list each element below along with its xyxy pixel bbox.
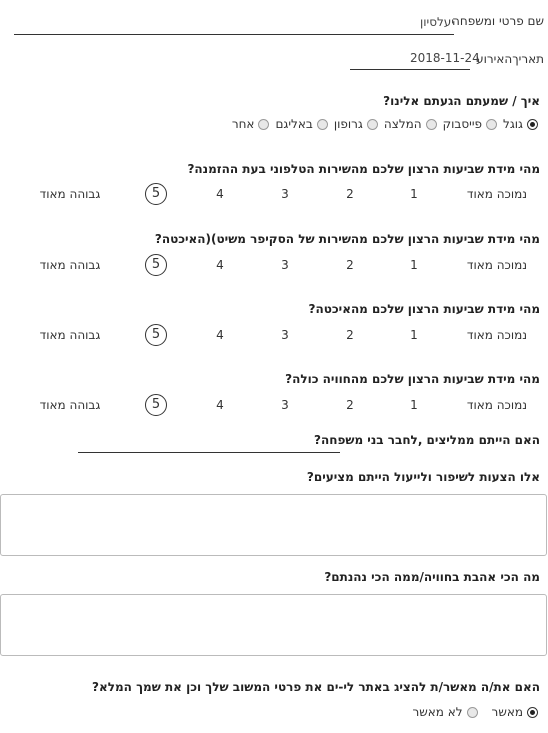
rating-question-skipper: מהי מידת שביעות הרצון שלכם מהשירות של הסקיפר משיט)(האיכטה? (154, 232, 540, 246)
scale-option-2[interactable]: 2 (346, 187, 354, 201)
rating-scale-experience (0, 393, 548, 417)
rating-question-experience: מהי מידת שביעות הרצון שלכם מהחוויה כולה? (285, 372, 540, 386)
loved-textarea[interactable] (0, 594, 547, 656)
scale-option-4[interactable]: 4 (216, 187, 224, 201)
name-label: שם פרטי ומשפחה (452, 14, 544, 28)
date-label: תאריךהאירוע (476, 52, 544, 66)
option-baligam[interactable]: באליגם (275, 117, 327, 131)
scale-high-label: גבוהה מאוד (39, 187, 101, 201)
option-facebook[interactable]: פייסבוק (443, 117, 497, 131)
radio-not-approve[interactable] (467, 707, 478, 718)
rating-question-yacht: מהי מידת שביעות הרצון שלכם מהאיכטה? (308, 302, 540, 316)
scale-option-2[interactable]: 2 (346, 258, 354, 272)
scale-option-1[interactable]: 1 (410, 258, 418, 272)
option-other[interactable]: אחר (232, 117, 270, 131)
date-value: 2018-11-24 (410, 51, 480, 65)
scale-high-label: גבוהה מאוד (39, 328, 101, 342)
recommend-label: האם הייתם ממליצים ,לחבר בני משפחה? (314, 433, 540, 447)
scale-option-1[interactable]: 1 (410, 398, 418, 412)
name-field[interactable] (14, 14, 454, 35)
radio-approve[interactable] (527, 707, 538, 718)
name-value: יעלסיון (419, 15, 454, 29)
option-approve[interactable]: מאשר (492, 705, 538, 719)
scale-option-2[interactable]: 2 (346, 328, 354, 342)
loved-label: מה הכי אהבת בחוויה/ממה הכי נהנתם? (324, 570, 540, 584)
scale-option-4[interactable]: 4 (216, 398, 224, 412)
radio-recommendation[interactable] (426, 119, 437, 130)
scale-option-5-selected[interactable]: 5 (145, 394, 167, 416)
date-field[interactable] (350, 50, 480, 70)
suggestions-label: אלו הצעות לשיפור ולייעול הייתם מציעים? (306, 470, 540, 484)
consent-label: האם את/ה מאשר/ת להציג באתר לי-ים את פרטי המשוב שלך וכן את שמך המלא? (92, 680, 540, 694)
suggestions-textarea[interactable] (0, 494, 547, 556)
scale-high-label: גבוהה מאוד (39, 258, 101, 272)
scale-option-4[interactable]: 4 (216, 258, 224, 272)
source-question-label: איך / שמעתם הגעתם אלינו? (383, 94, 540, 108)
scale-option-3[interactable]: 3 (281, 258, 289, 272)
scale-low-label: נמוכה מאוד (466, 398, 528, 412)
radio-groupon[interactable] (367, 119, 378, 130)
rating-scale-skipper (0, 253, 548, 277)
option-not-approve[interactable]: לא מאשר (412, 705, 477, 719)
consent-options (412, 705, 538, 719)
scale-option-3[interactable]: 3 (281, 328, 289, 342)
scale-low-label: נמוכה מאוד (466, 328, 528, 342)
radio-baligam[interactable] (317, 119, 328, 130)
scale-low-label: נמוכה מאוד (466, 187, 528, 201)
rating-scale-phone (0, 182, 548, 206)
scale-option-4[interactable]: 4 (216, 328, 224, 342)
option-google[interactable]: גוגל (503, 117, 538, 131)
scale-high-label: גבוהה מאוד (39, 398, 101, 412)
scale-option-5-selected[interactable]: 5 (145, 324, 167, 346)
radio-google[interactable] (527, 119, 538, 130)
rating-scale-yacht (0, 323, 548, 347)
source-options (232, 117, 538, 131)
scale-option-5-selected[interactable]: 5 (145, 183, 167, 205)
scale-option-1[interactable]: 1 (410, 328, 418, 342)
scale-option-2[interactable]: 2 (346, 398, 354, 412)
radio-facebook[interactable] (486, 119, 497, 130)
recommend-field[interactable] (78, 433, 340, 453)
option-recommendation[interactable]: המלצה (384, 117, 437, 131)
rating-question-phone: מהי מידת שביעות הרצון שלכם מהשירות הטלפוני בעת ההזמנה? (187, 162, 540, 176)
scale-option-5-selected[interactable]: 5 (145, 254, 167, 276)
scale-option-3[interactable]: 3 (281, 398, 289, 412)
option-groupon[interactable]: גרופון (334, 117, 378, 131)
scale-option-3[interactable]: 3 (281, 187, 289, 201)
radio-other[interactable] (258, 119, 269, 130)
scale-low-label: נמוכה מאוד (466, 258, 528, 272)
scale-option-1[interactable]: 1 (410, 187, 418, 201)
